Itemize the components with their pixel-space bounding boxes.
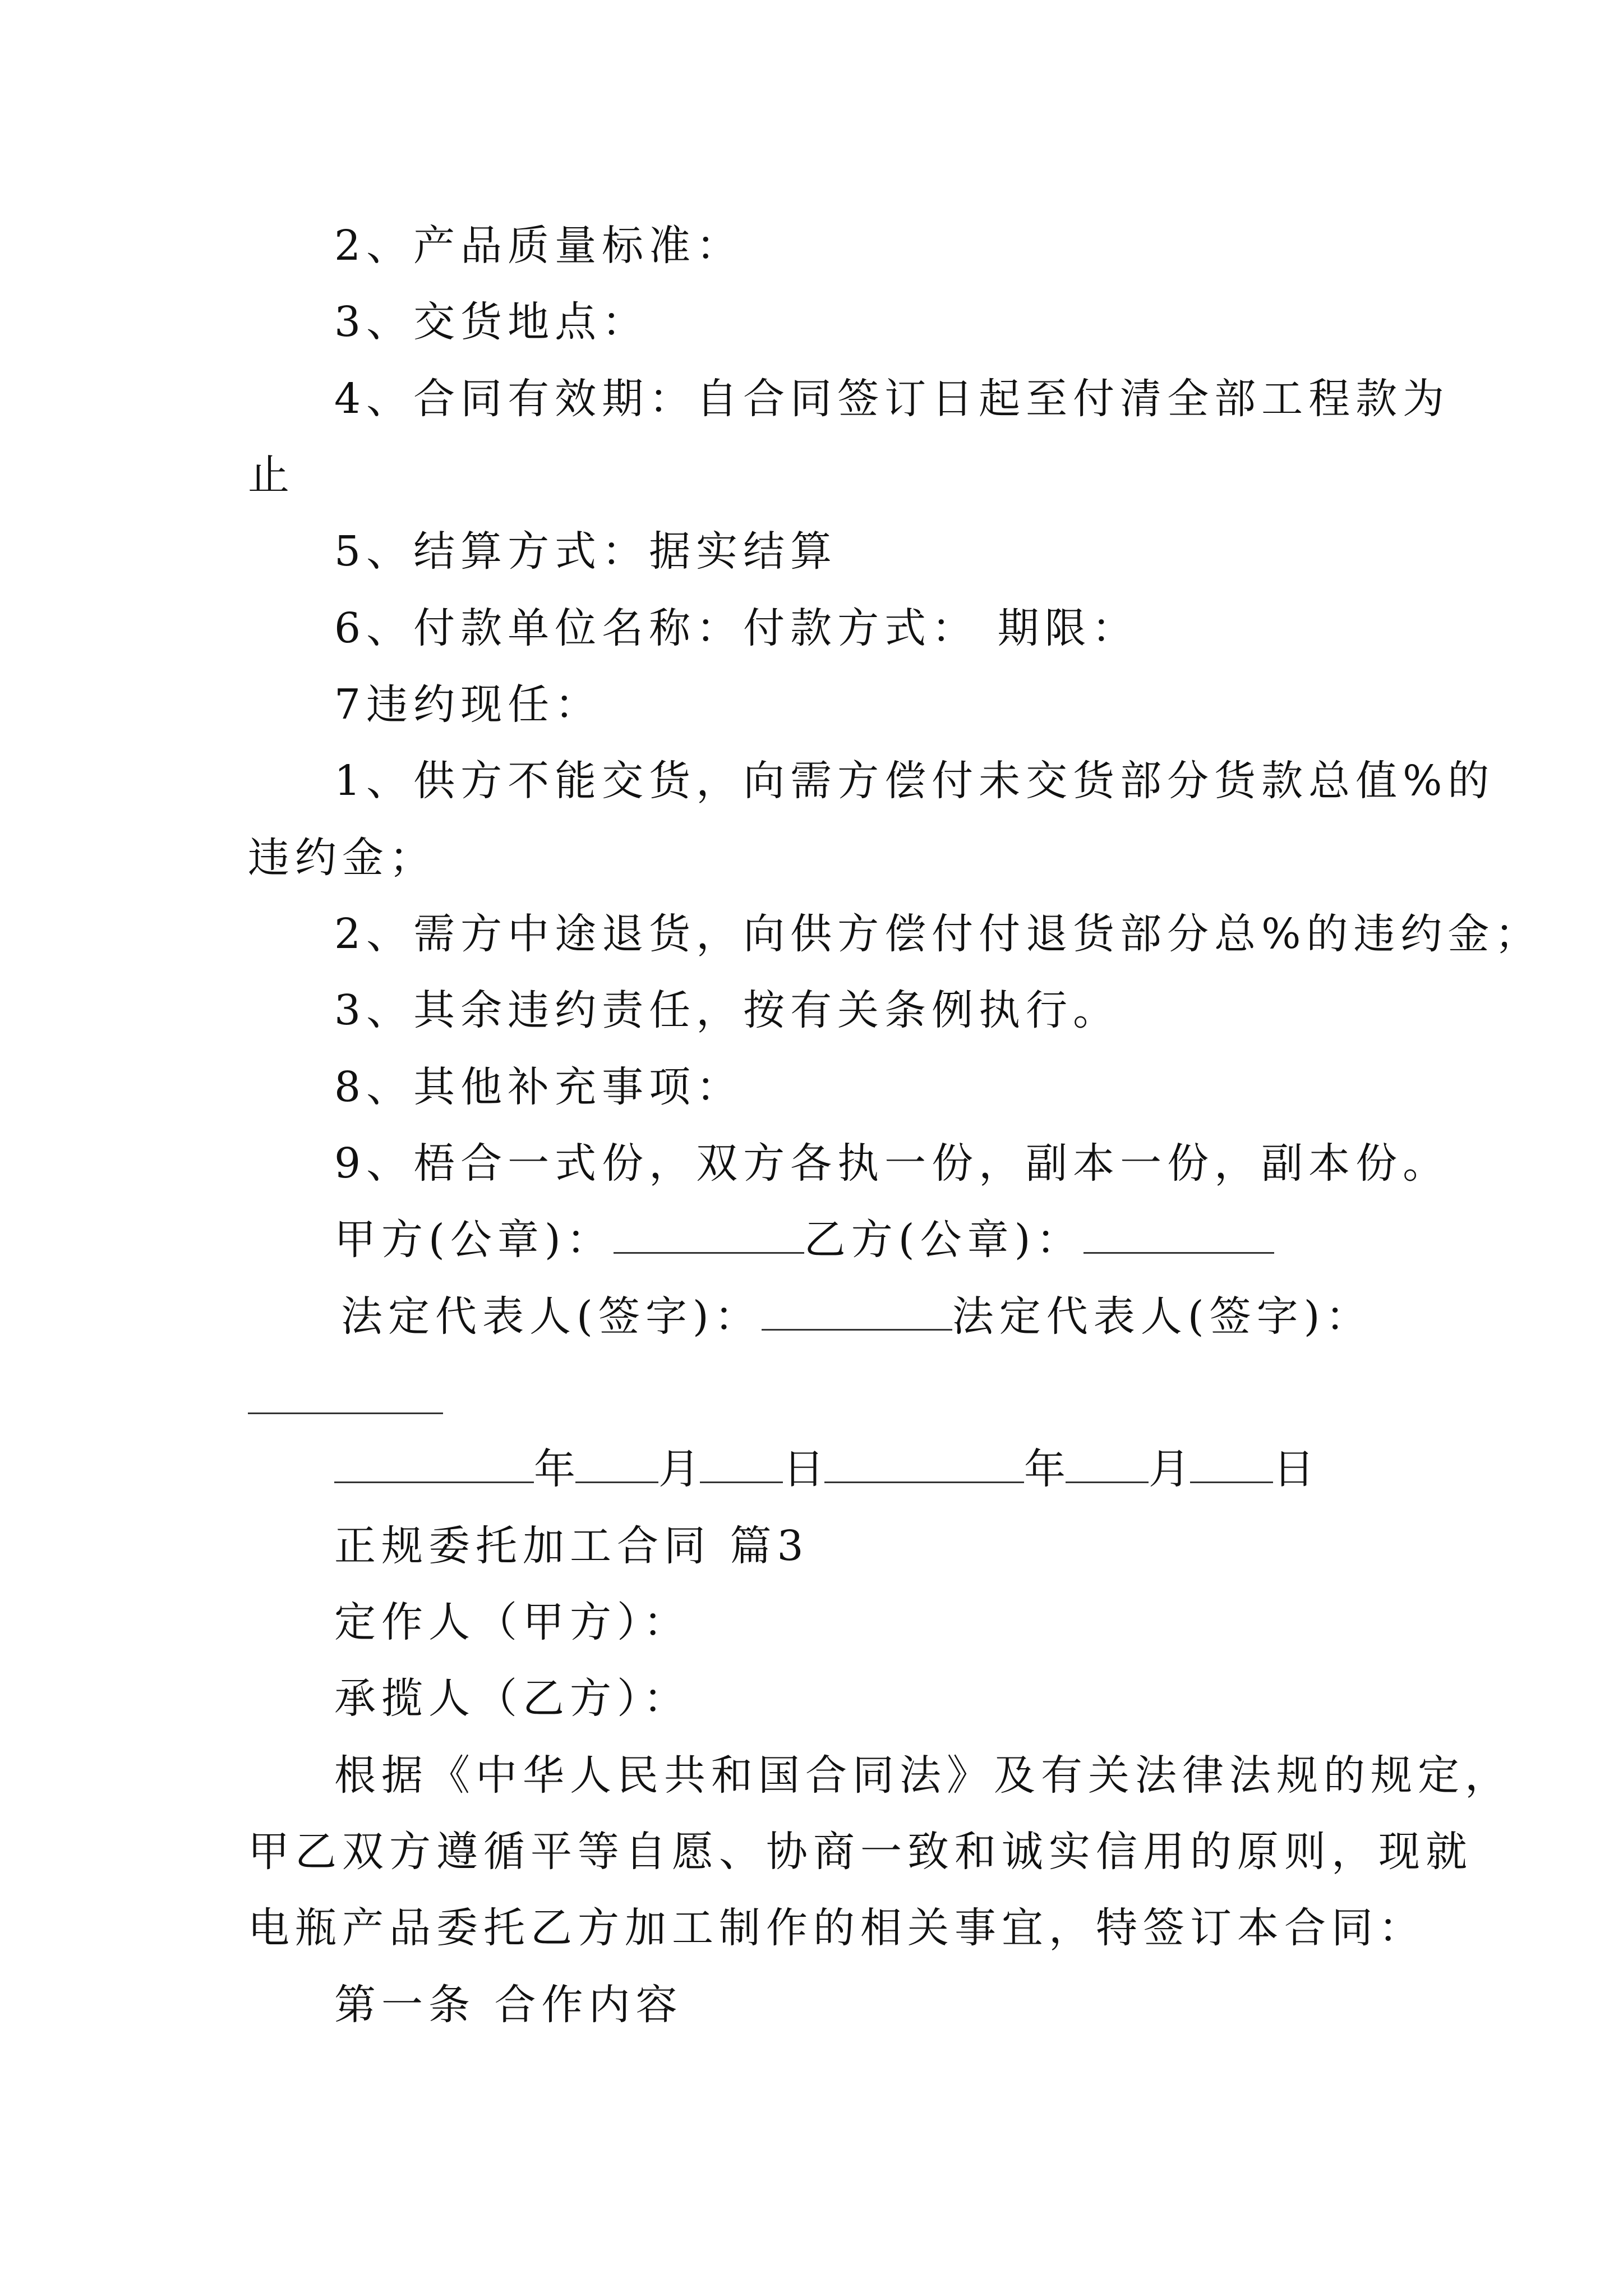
preamble-line-2: 甲乙双方遵循平等自愿、协商一致和诚实信用的原则，现就	[248, 1828, 1473, 1876]
year-a-label: 年	[534, 1445, 575, 1493]
day-b-label: 日	[1273, 1445, 1315, 1493]
party-a-seal-label: 甲方(公章)：	[334, 1216, 614, 1264]
article-1-heading: 第一条 合作内容	[334, 1981, 683, 2029]
clause-quality-standard: 2、产品质量标准：	[334, 222, 744, 270]
rep-b-blank	[248, 1412, 443, 1414]
rep-b-label: 法定代表人(签字)：	[952, 1292, 1373, 1341]
month-b-label: 月	[1149, 1445, 1190, 1493]
section-title: 正规委托加工合同 篇3	[334, 1522, 809, 1570]
contractor-label: 承揽人（乙方）：	[334, 1674, 690, 1723]
day-b-blank	[1190, 1442, 1273, 1483]
clause-settlement-method: 5、结算方式：据实结算	[334, 527, 838, 576]
party-a-seal-blank	[614, 1213, 804, 1254]
signature-rep-line	[341, 1278, 1373, 1355]
clause-validity-period: 4、合同有效期：自合同签订日起至付清全部工程款为	[334, 375, 1450, 423]
month-b-blank	[1066, 1442, 1149, 1483]
rep-a-label: 法定代表人(签字)：	[341, 1292, 762, 1341]
signature-seal-line	[334, 1202, 1274, 1278]
preamble-line-3: 电瓶产品委托乙方加工制作的相关事宜，特签订本合同：	[248, 1904, 1426, 1952]
date-line	[334, 1431, 1315, 1507]
clause-delivery-location: 3、交货地点：	[334, 298, 649, 346]
clause-breach-buyer: 2、需方中途退货，向供方偿付付退货部分总%的违约金；	[334, 910, 1542, 958]
ordering-party-label: 定作人（甲方）：	[334, 1598, 690, 1646]
preamble-line-1: 根据《中华人民共和国合同法》及有关法律法规的规定，	[334, 1751, 1512, 1800]
clause-breach-other: 3、其余违约责任，按有关条例执行。	[334, 986, 1121, 1034]
clause-breach-supplier-cont: 违约金；	[248, 834, 436, 882]
day-a-blank	[700, 1442, 783, 1483]
month-a-blank	[575, 1442, 658, 1483]
month-a-label: 月	[658, 1445, 700, 1493]
day-a-label: 日	[783, 1445, 824, 1493]
rep-a-blank	[762, 1290, 952, 1331]
clause-payment-unit: 6、付款单位名称：付款方式： 期限：	[334, 604, 1139, 652]
year-b-blank	[824, 1442, 1024, 1483]
party-b-seal-label: 乙方(公章)：	[804, 1216, 1083, 1264]
clause-breach-heading: 7违约现任：	[334, 680, 602, 729]
year-a-blank	[334, 1442, 534, 1483]
clause-supplementary: 8、其他补充事项：	[334, 1063, 744, 1111]
clause-validity-period-cont: 止	[248, 451, 295, 499]
clause-copies: 9、梧合一式份，双方各执一份，副本一份，副本份。	[334, 1139, 1450, 1188]
year-b-label: 年	[1024, 1445, 1066, 1493]
clause-breach-supplier: 1、供方不能交货，向需方偿付未交货部分货款总值%的	[334, 757, 1495, 805]
party-b-seal-blank	[1083, 1213, 1274, 1254]
